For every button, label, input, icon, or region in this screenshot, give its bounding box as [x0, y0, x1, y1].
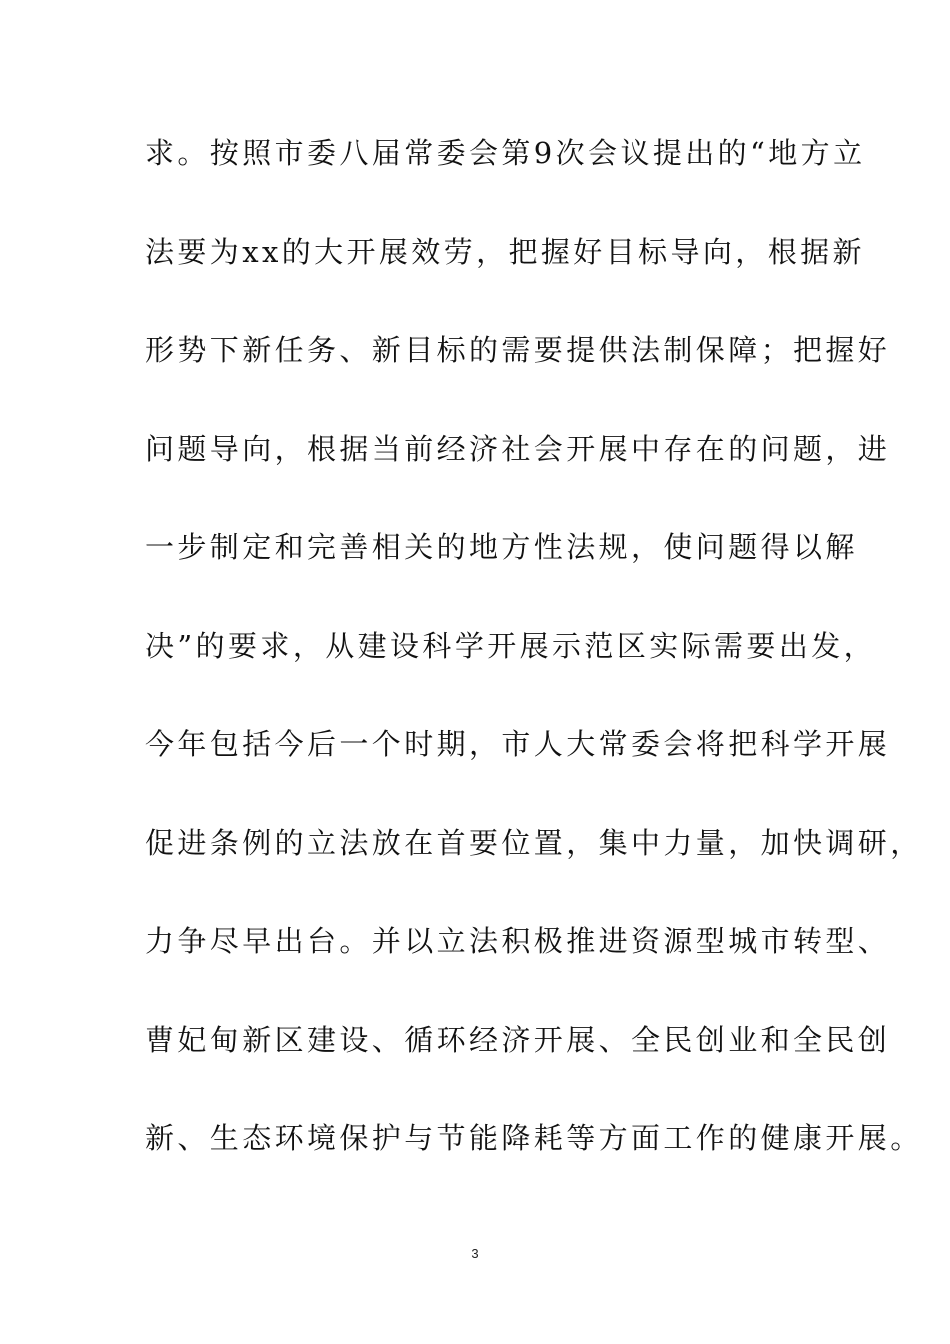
text-line-9: 力争尽早出台。并以立法积极推进资源型城市转型、 — [145, 924, 891, 958]
text-line-7: 今年包括今后一个时期，市人大常委会将把科学开展 — [145, 727, 891, 761]
text-line-5: 一步制定和完善相关的地方性法规，使问题得以解 — [145, 530, 858, 564]
text-line-8: 促进条例的立法放在首要位置，集中力量，加快调研， — [145, 825, 923, 860]
text-line-3: 形势下新任务、新目标的需要提供法制保障；把握好 — [145, 333, 891, 367]
text-line-11: 新、生态环境保护与节能降耗等方面工作的健康开展。 — [145, 1121, 923, 1155]
text-line-4: 问题导向，根据当前经济社会开展中存在的问题，进 — [145, 431, 891, 466]
text-line-10: 曹妃甸新区建设、循环经济开展、全民创业和全民创 — [145, 1022, 891, 1057]
body-paragraph — [145, 128, 923, 1212]
text-line-2: 法要为xx的大开展效劳，把握好目标导向，根据新 — [145, 234, 865, 269]
text-line-1: 求。按照市委八届常委会第9次会议提出的“地方立 — [145, 136, 866, 170]
page-number: 3 — [471, 1246, 479, 1261]
text-line-6: 决”的要求，从建设科学开展示范区实际需要出发， — [145, 628, 877, 663]
